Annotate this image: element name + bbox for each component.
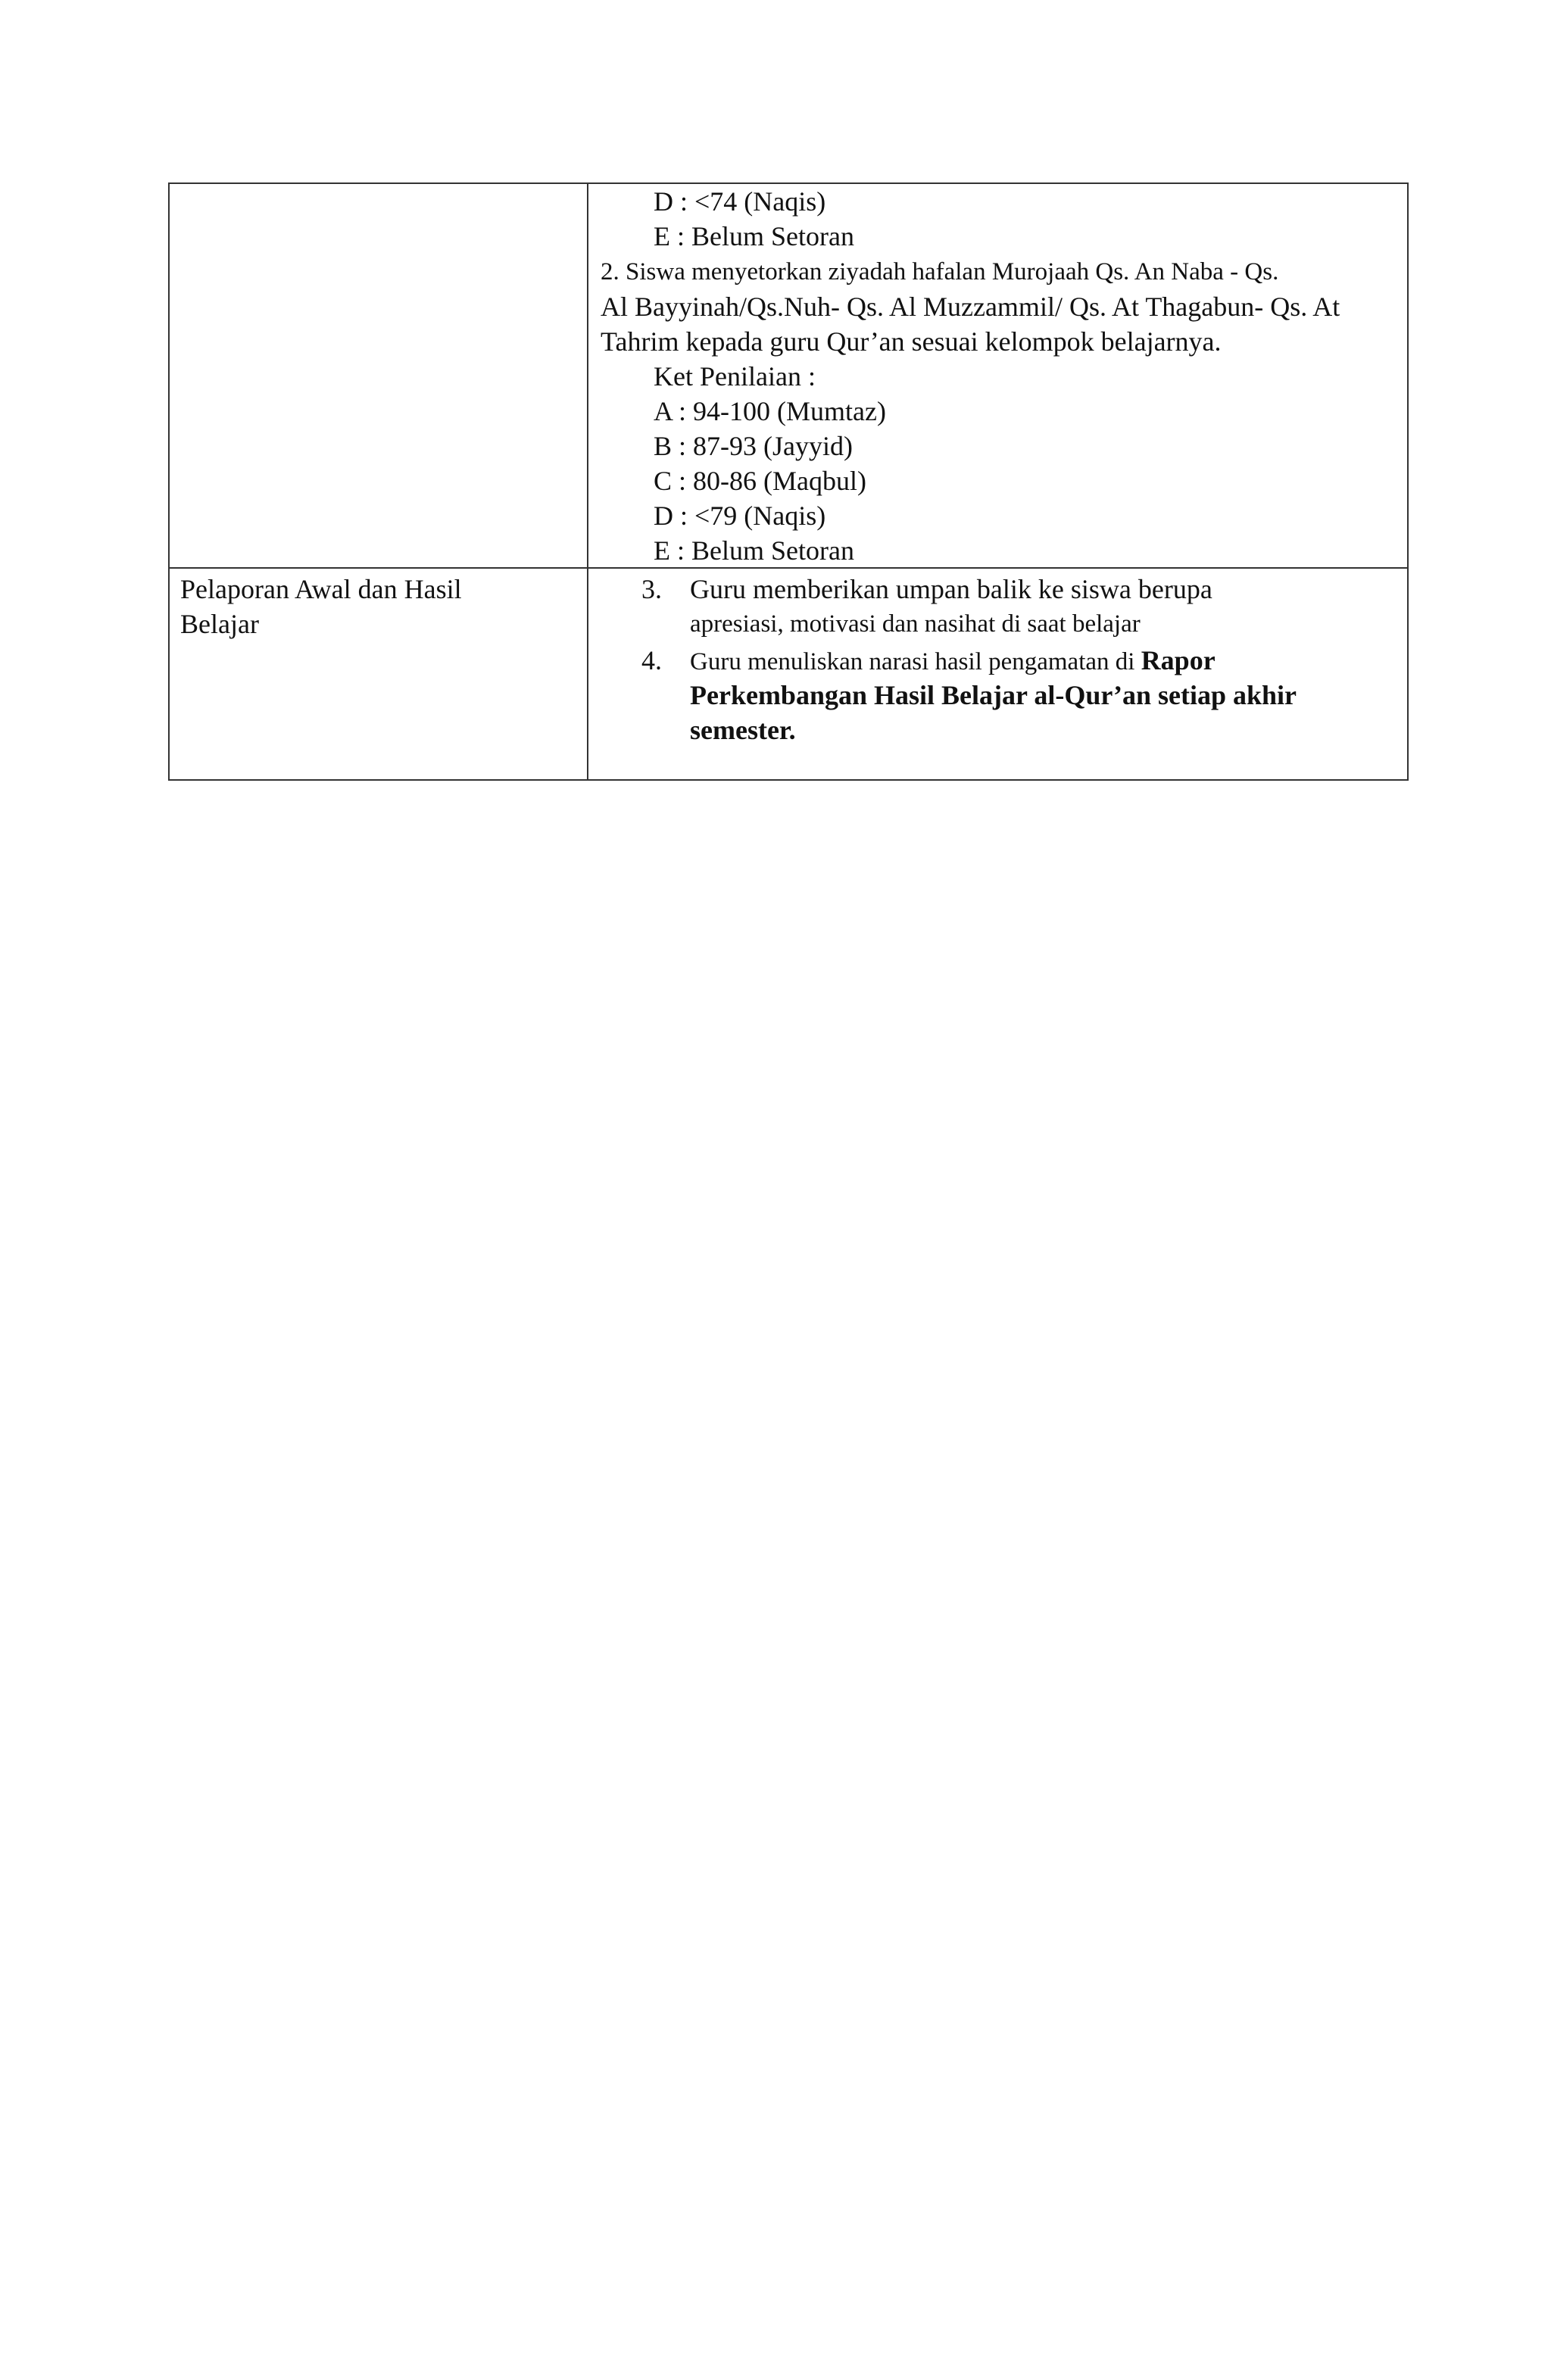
grade-line-a: A : 94-100 (Mumtaz): [654, 396, 886, 426]
item2-line3: Tahrim kepada guru Qur’an sesuai kelompok belajarnya.: [601, 326, 1222, 357]
item4-line1-bold: Rapor: [1141, 645, 1216, 675]
item3-line2: apresiasi, motivasi dan nasihat di saat belajar: [690, 610, 1141, 638]
item4-line1-normal: Guru menuliskan narasi hasil pengamatan di: [690, 648, 1141, 675]
content-table: [168, 182, 1409, 781]
grade-line-e2: E : Belum Setoran: [654, 535, 854, 566]
table-cell-content: [588, 568, 1408, 780]
table-cell-label-empty: [169, 183, 588, 568]
label-line-1: Pelaporan Awal dan Hasil: [180, 574, 462, 604]
grade-line-d: D : <74 (Naqis): [654, 186, 826, 217]
label-line-2: Belajar: [180, 609, 259, 639]
table-row: [169, 183, 1408, 568]
item4-line1: [690, 643, 1216, 679]
grade-line-b: B : 87-93 (Jayyid): [654, 431, 853, 461]
item4-line3: semester.: [690, 715, 796, 745]
grade-line-c: C : 80-86 (Maqbul): [654, 466, 866, 496]
table-row: [169, 568, 1408, 780]
item3-line1: Guru memberikan umpan balik ke siswa berupa: [690, 574, 1212, 604]
ket-penilaian: Ket Penilaian :: [654, 361, 816, 391]
item2-line2: Al Bayyinah/Qs.Nuh- Qs. Al Muzzammil/ Qs. At Thagabun- Qs. At: [601, 292, 1340, 322]
item4-number: 4.: [641, 645, 662, 675]
grade-line-e: E : Belum Setoran: [654, 221, 854, 251]
table-cell-label: [169, 568, 588, 780]
item2-line1: 2. Siswa menyetorkan ziyadah hafalan Murojaah Qs. An Naba - Qs.: [601, 258, 1279, 285]
table-cell-content: [588, 183, 1408, 568]
item4-line2: Perkembangan Hasil Belajar al-Qur’an setiap akhir: [690, 680, 1297, 710]
item3-number: 3.: [641, 574, 662, 604]
grade-line-d2: D : <79 (Naqis): [654, 501, 826, 531]
